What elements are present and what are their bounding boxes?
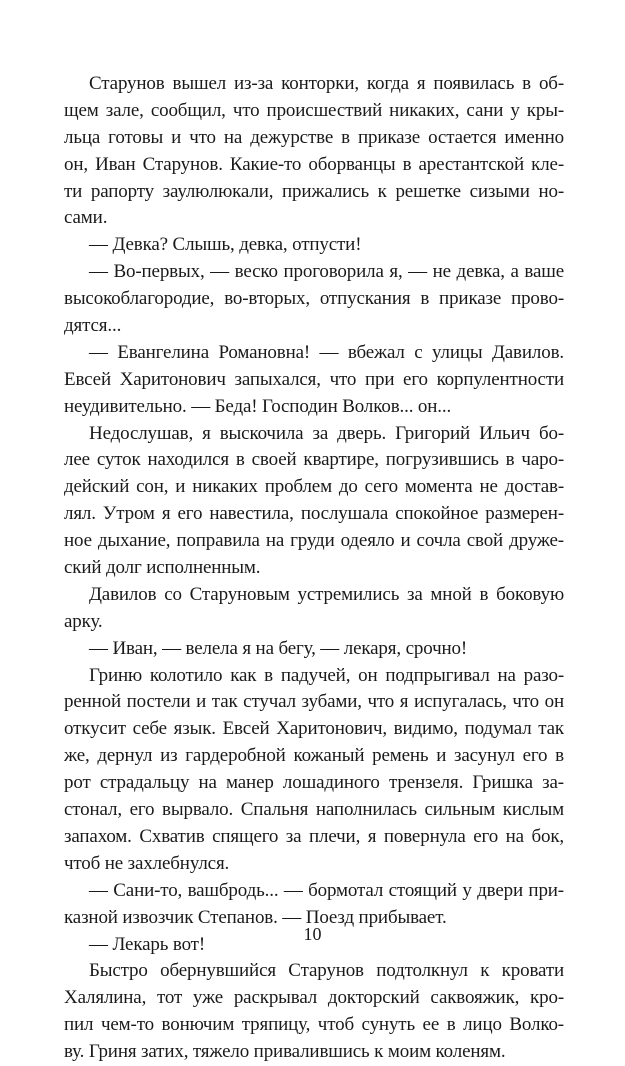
text-line: же, дернул из гардеробной кожаный ремень и засунул его в [64,745,564,767]
text-line: Быстро обернувшийся Старунов подтолкнул к кровати [89,960,564,982]
text-line: — Во-первых, — веско проговорила я, — не девка, а ваше [89,261,564,283]
text-line: Гриню колотило как в падучей, он подпрыгивал на разо- [89,664,564,686]
text-line: — Иван, — велела я на бегу, — лекаря, срочно! [89,637,468,659]
text-line: ский долг исполненным. [64,557,261,579]
text-line: ренной постели и так стучал зубами, что я испугалась, что он [64,691,564,713]
text-line: неудивительно. — Беда! Господин Волков... он... [64,395,452,417]
text-line: казной извозчик Степанов. — Поезд прибывает. [64,906,447,928]
body-text [64,71,564,1066]
text-line: чтоб не захлебнулся. [64,852,230,874]
text-line: ву. Гриня затих, тяжело привалившись к моим коленям. [64,1041,506,1063]
text-line: ное дыхание, поправила на груди одеяло и сочла свой друже- [64,530,564,552]
text-line: запахом. Схватив спящего за плечи, я повернула его на бок, [64,825,564,847]
text-line: Халялина, тот уже раскрывал докторский саквояжик, кро- [64,987,564,1009]
text-line: рот страдальцу на манер лошадиного трензеля. Гришка за- [64,772,564,794]
text-line: — Сани-то, вашбродь... — бормотал стоящий у двери при- [89,879,564,901]
text-line: дейский сон, и никаких проблем до сего момента не достав- [64,476,564,498]
text-line: — Евангелина Романовна! — вбежал с улицы Давилов. [89,341,564,363]
text-line: ти рапорту заулюлюкали, прижались к решетке сизыми но- [64,180,564,202]
text-line: дятся... [64,315,122,337]
text-line: Давилов со Старуновым устремились за мной в боковую [89,583,564,605]
text-line: откусит себе язык. Евсей Харитонович, видимо, подумал так [64,718,564,740]
text-line: Старунов вышел из-за конторки, когда я появилась в об- [89,73,564,94]
text-line: пил чем-то вонючим тряпицу, чтоб сунуть ее в лицо Волко- [64,1014,564,1036]
text-line: он, Иван Старунов. Какие-то оборванцы в арестантской кле- [64,153,564,175]
text-line: — Девка? Слышь, девка, отпусти! [89,234,362,256]
text-line: сами. [64,207,108,229]
text-line: Недослушав, я выскочила за дверь. Григорий Ильич бо- [89,422,564,444]
text-line: стонал, его вырвало. Спальня наполнилась сильным кислым [64,799,564,821]
text-line: арку. [64,610,103,632]
text-line: Евсей Харитонович запыхался, что при его корпулентности [64,368,564,390]
text-line: щем зале, сообщил, что происшествий никаких, сани у кры- [64,99,564,121]
text-line: — Лекарь вот! [89,933,206,955]
text-line: лял. Утром я его навестила, послушала спокойное размерен- [64,503,564,525]
page-number: 10 [303,924,322,944]
text-line: льца готовы и что на дежурстве в приказе остается именно [64,126,564,148]
text-line: лее суток находился в своей квартире, погрузившись в чаро- [64,449,564,471]
text-line: высокоблагородие, во-вторых, отпускания в приказе прово- [64,288,564,310]
